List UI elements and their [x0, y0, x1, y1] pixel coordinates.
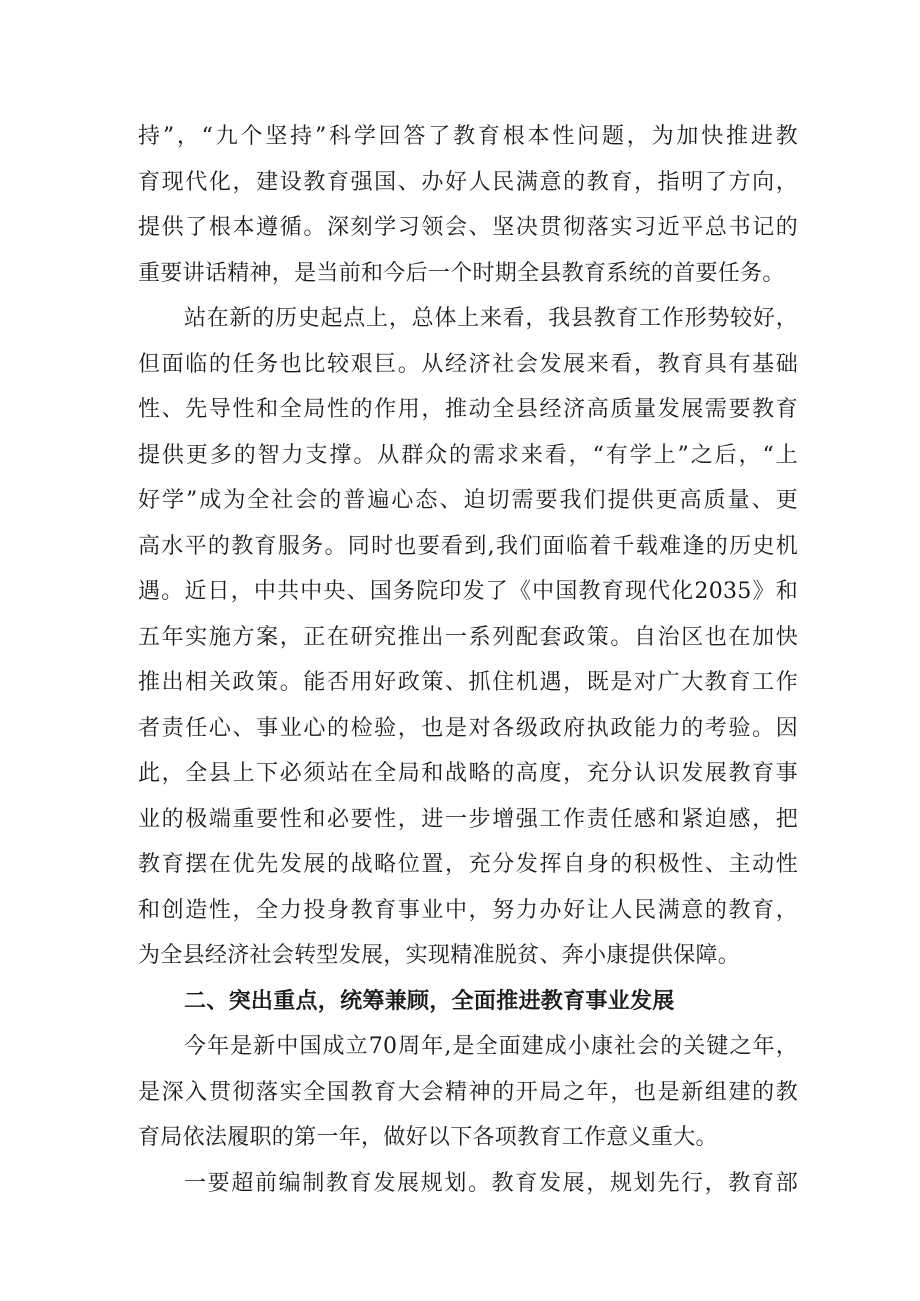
text-line: 育现代化，建设教育强国、办好人民满意的教育，指明了方向， — [138, 169, 798, 195]
text-line: 为全县经济社会转型发展，实现精准脱贫、奔小康提供保障。 — [138, 943, 741, 968]
text-line: 重要讲话精神，是当前和今后一个时期全县教育系统的首要任务。 — [138, 260, 785, 286]
text-line: 是深入贯彻落实全国教育大会精神的开局之年，也是新组建的教 — [138, 1079, 798, 1105]
text-line: 提供了根本遵循。深刻学习领会、坚决贯彻落实习近平总书记的 — [138, 215, 798, 240]
text-line: 业的极端重要性和必要性，进一步增强工作责任感和紧迫感，把 — [138, 806, 798, 832]
paragraph-first-line: 今年是新中国成立70周年,是全面建成小康社会的关键之年， — [184, 1034, 798, 1059]
text-line: 育局依法履职的第一年，做好以下各项教育工作意义重大。 — [138, 1125, 718, 1150]
section-heading: 二、突出重点，统筹兼顾，全面推进教育事业发展 — [184, 988, 675, 1014]
text-line: 者责任心、事业心的检验，也是对各级政府执政能力的考验。因 — [138, 715, 798, 741]
text-line: 和创造性，全力投身教育事业中，努力办好让人民满意的教育， — [138, 897, 798, 923]
text-line: 性、先导性和全局性的作用，推动全县经济高质量发展需要教育 — [138, 397, 798, 422]
text-line: 教育摆在优先发展的战略位置，充分发挥自身的积极性、主动性 — [138, 852, 798, 877]
text-line: 高水平的教育服务。同时也要看到,我们面临着千载难逢的历史机 — [138, 533, 798, 559]
text-line: 但面临的任务也比较艰巨。从经济社会发展来看，教育具有基础 — [138, 351, 798, 377]
text-line: 此，全县上下必须站在全局和战略的高度，充分认识发展教育事 — [138, 761, 798, 786]
paragraph-first-line: 一要超前编制教育发展规划。教育发展，规划先行，教育部 — [184, 1170, 798, 1196]
paragraph-first-line: 站在新的历史起点上，总体上来看，我县教育工作形势较好， — [184, 306, 798, 331]
text-line: 推出相关政策。能否用好政策、抓住机遇，既是对广大教育工作 — [138, 670, 798, 695]
text-line: 持”，“九个坚持”科学回答了教育根本性问题，为加快推进教 — [138, 124, 798, 149]
document-body — [138, 114, 798, 1206]
text-line: 遇。近日，中共中央、国务院印发了《中国教育现代化2035》和 — [138, 579, 798, 604]
text-line: 五年实施方案，正在研究推出一系列配套政策。自治区也在加快 — [138, 624, 798, 650]
text-line: 好学”成为全社会的普遍心态、迫切需要我们提供更高质量、更 — [138, 488, 798, 513]
text-line: 提供更多的智力支撑。从群众的需求来看，“有学上”之后，“上 — [138, 442, 798, 468]
